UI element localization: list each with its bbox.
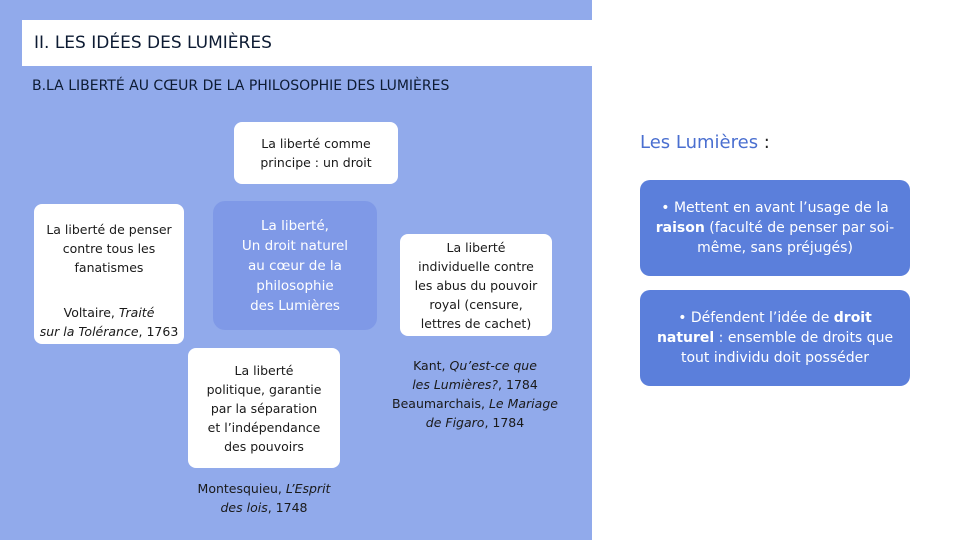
citation-title: Traité xyxy=(118,305,155,320)
center-box-line: des Lumières xyxy=(250,297,340,314)
page-subtitle: B.LA LIBERTÉ AU CŒUR DE LA PHILOSOPHIE DES LUMIÈRES xyxy=(32,78,450,94)
left-box-line: La liberté de penser xyxy=(46,222,172,237)
lumieres-heading xyxy=(640,132,770,153)
right-box-line: La liberté xyxy=(446,239,506,255)
left-box-line: contre tous les xyxy=(62,241,156,256)
bottom-box xyxy=(188,348,340,468)
bottom-box-line: par la séparation xyxy=(210,400,318,416)
citation-title: sur la Tolérance xyxy=(39,324,139,339)
left-box-line: fanatismes xyxy=(74,260,144,275)
right-box-line: royal (censure, xyxy=(429,296,523,312)
right-box xyxy=(400,234,552,336)
bottom-box-line: politique, garantie xyxy=(206,381,322,397)
citation-title: de Figaro xyxy=(425,415,485,430)
citation-author: Voltaire, xyxy=(63,305,119,320)
page-title: II. LES IDÉES DES LUMIÈRES xyxy=(34,33,272,53)
top-box xyxy=(234,122,398,184)
lumieres-heading-text: Les Lumières xyxy=(640,132,759,153)
right-box-line: lettres de cachet) xyxy=(420,315,532,331)
citation-year: , 1763 xyxy=(138,324,179,339)
citation-author: Kant, xyxy=(413,358,450,373)
left-citation xyxy=(34,303,184,341)
right-box-line: individuelle contre xyxy=(418,258,534,274)
bottom-box-line: et l’indépendance xyxy=(207,419,321,435)
point-text: : ensemble de droits que tout individu doit posséder xyxy=(681,330,894,366)
citation-title: des lois xyxy=(220,500,268,515)
bottom-citation xyxy=(184,479,344,517)
point-text: (faculté de penser par soi-même, sans préjugés) xyxy=(697,220,895,256)
center-box-line: La liberté, xyxy=(261,217,329,234)
center-box-line: au cœur de la xyxy=(248,257,342,274)
citation-title: Qu’est-ce que xyxy=(449,358,537,373)
lumieres-point-1 xyxy=(640,180,910,276)
bottom-box-line: des pouvoirs xyxy=(224,438,304,454)
center-box xyxy=(213,201,377,330)
citation-year: , 1748 xyxy=(267,500,308,515)
lumieres-point-2 xyxy=(640,290,910,386)
point-text: • Défendent l’idée de xyxy=(678,310,834,326)
point-bold: raison xyxy=(655,220,705,236)
right-box-line: les abus du pouvoir xyxy=(414,277,538,293)
top-box-line: La liberté comme xyxy=(261,136,371,151)
point-text: • Mettent en avant l’usage de la xyxy=(661,200,889,216)
right-citation xyxy=(380,356,570,432)
top-box-line: principe : un droit xyxy=(260,155,372,170)
lumieres-heading-colon: : xyxy=(758,132,770,153)
center-box-line: philosophie xyxy=(256,277,334,294)
citation-year: , 1784 xyxy=(484,415,525,430)
citation-author: Beaumarchais, xyxy=(392,396,489,411)
center-box-line: Un droit naturel xyxy=(241,237,349,254)
citation-year: , 1784 xyxy=(498,377,538,392)
citation-title: les Lumières? xyxy=(412,377,499,392)
citation-title: L’Esprit xyxy=(285,481,331,496)
point-bold: droit naturel xyxy=(656,310,872,346)
bottom-box-line: La liberté xyxy=(234,362,294,378)
citation-author: Montesquieu, xyxy=(197,481,286,496)
citation-title: Le Mariage xyxy=(488,396,558,411)
